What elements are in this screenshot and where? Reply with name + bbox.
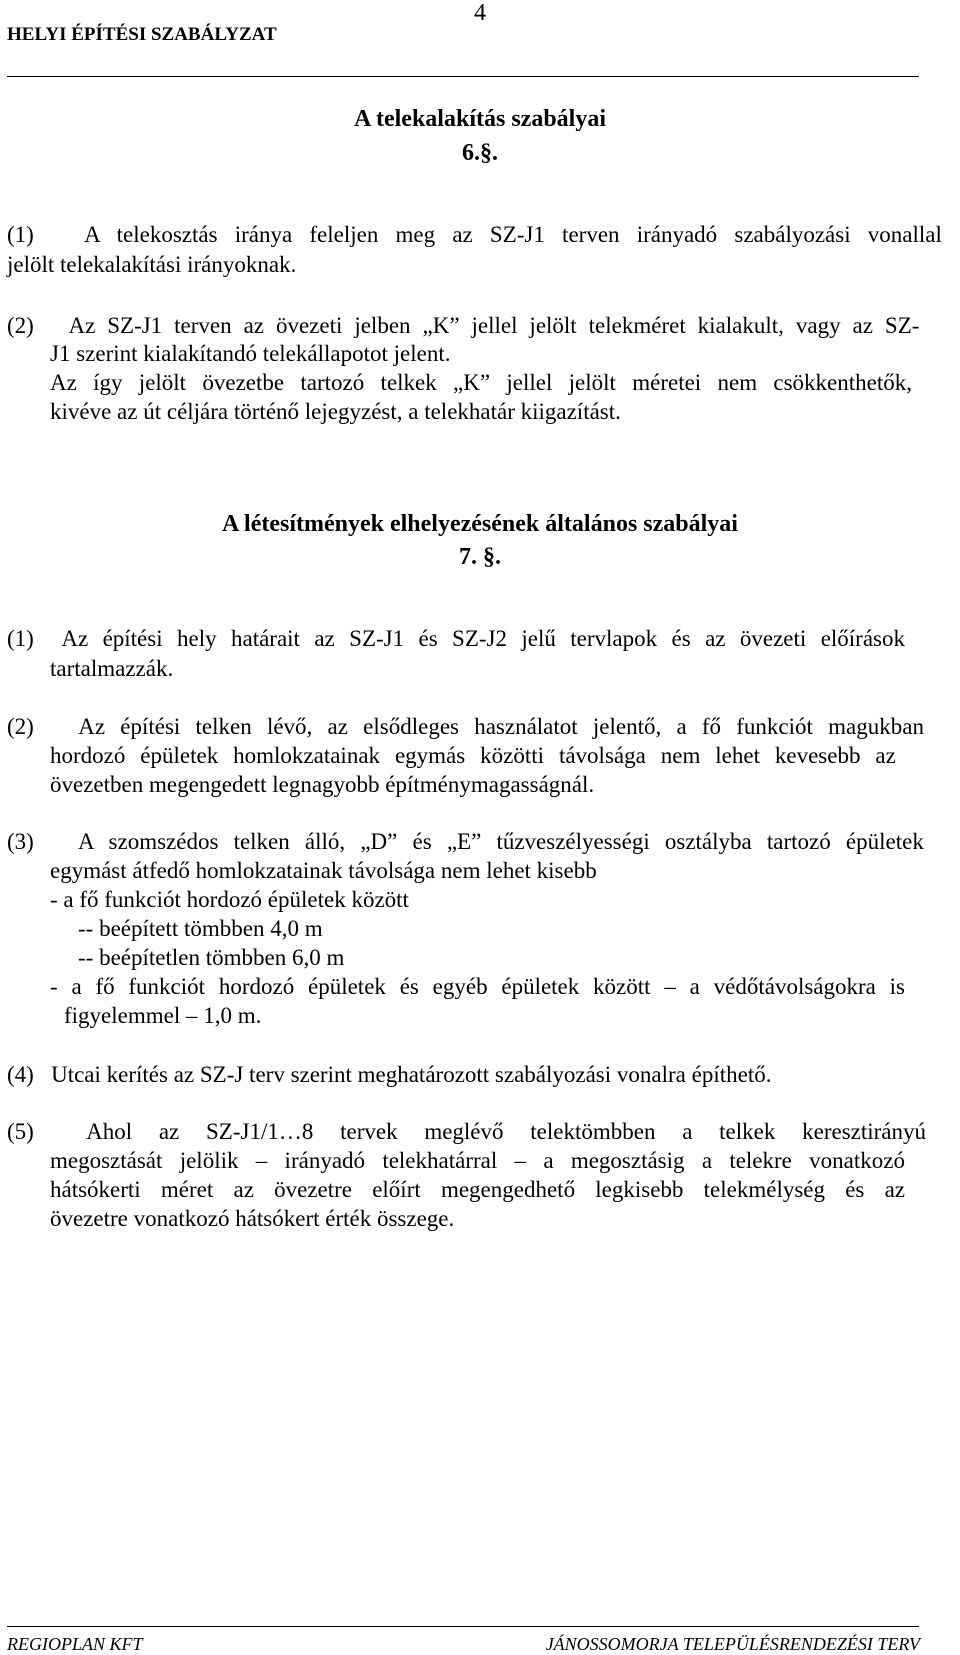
paragraph-line: (5) Ahol az SZ-J1/1…8 tervek meglévő telektömbben a telkek keresztirányú bbox=[7, 1119, 927, 1144]
paragraph-line: övezetben megengedett legnagyobb építménymagasságnál. bbox=[50, 772, 595, 797]
paragraph-line: (1) Az építési hely határait az SZ-J1 és SZ-J2 jelű tervlapok és az övezeti előírások bbox=[7, 626, 905, 651]
section-6-title: A telekalakítás szabályai bbox=[353, 106, 606, 132]
paragraph-line: Az így jelölt övezetbe tartozó telkek „K” jellel jelölt méretei nem csökkenthetők, bbox=[50, 370, 912, 395]
paragraph-line: (3) A szomszédos telken álló, „D” és „E” tűzveszélyességi osztályba tartozó épületek bbox=[7, 829, 924, 854]
paragraph-line: kivéve az út céljára történő lejegyzést, a telekhatár kiigazítást. bbox=[50, 399, 621, 424]
paragraph-line: (1) A telekosztás iránya feleljen meg az SZ-J1 terven irányadó szabályozási vonallal bbox=[7, 222, 942, 247]
paragraph-line: övezetre vonatkozó hátsókert érték összege. bbox=[50, 1206, 455, 1231]
paragraph-line: figyelemmel – 1,0 m. bbox=[64, 1003, 262, 1028]
paragraph-line: tartalmazzák. bbox=[50, 656, 174, 681]
paragraph-line: - a fő funkciót hordozó épületek között bbox=[50, 887, 409, 912]
section-7-number: 7. §. bbox=[459, 544, 501, 570]
paragraph-line: (2) Az SZ-J1 terven az övezeti jelben „K” jellel jelölt telekméret kialakult, vagy az SZ- bbox=[7, 313, 920, 338]
paragraph-line: -- beépítetlen tömbben 6,0 m bbox=[78, 945, 345, 970]
paragraph-line: (4) Utcai kerítés az SZ-J terv szerint meghatározott szabályozási vonalra építhető. bbox=[7, 1062, 772, 1087]
paragraph-line: megosztását jelölik – irányadó telekhatárral – a megosztásig a telekre vonatkozó bbox=[50, 1148, 905, 1173]
paragraph-line: -- beépített tömbben 4,0 m bbox=[78, 916, 323, 941]
paragraph-line: (2) Az építési telken lévő, az elsődleges használatot jelentő, a fő funkciót magukban bbox=[7, 714, 924, 739]
paragraph-line: - a fő funkciót hordozó épületek és egyéb épületek között – a védőtávolságokra is bbox=[50, 974, 905, 999]
paragraph-line: J1 szerint kialakítandó telekállapotot jelent. bbox=[50, 341, 451, 366]
section-6-number: 6.§. bbox=[462, 140, 498, 166]
paragraph-line: egymást átfedő homlokzatainak távolsága nem lehet kisebb bbox=[50, 858, 597, 883]
footer-rule bbox=[7, 1626, 919, 1627]
paragraph-line: hordozó épületek homlokzatainak egymás közötti távolsága nem lehet kevesebb az bbox=[50, 743, 896, 768]
page-number: 4 bbox=[474, 0, 486, 26]
footer-right: JÁNOSSOMORJA TELEPÜLÉSRENDEZÉSI TERV bbox=[545, 1634, 920, 1654]
document-header-title: HELYI ÉPÍTÉSI SZABÁLYZAT bbox=[7, 24, 277, 45]
header-rule bbox=[7, 76, 919, 77]
paragraph-line: jelölt telekalakítási irányoknak. bbox=[7, 252, 297, 277]
section-7-title: A létesítmények elhelyezésének általános szabályai bbox=[222, 511, 738, 537]
paragraph-line: hátsókerti méret az övezetre előírt megengedhető legkisebb telekmélység és az bbox=[50, 1177, 905, 1202]
footer-left: REGIOPLAN KFT bbox=[7, 1634, 143, 1654]
